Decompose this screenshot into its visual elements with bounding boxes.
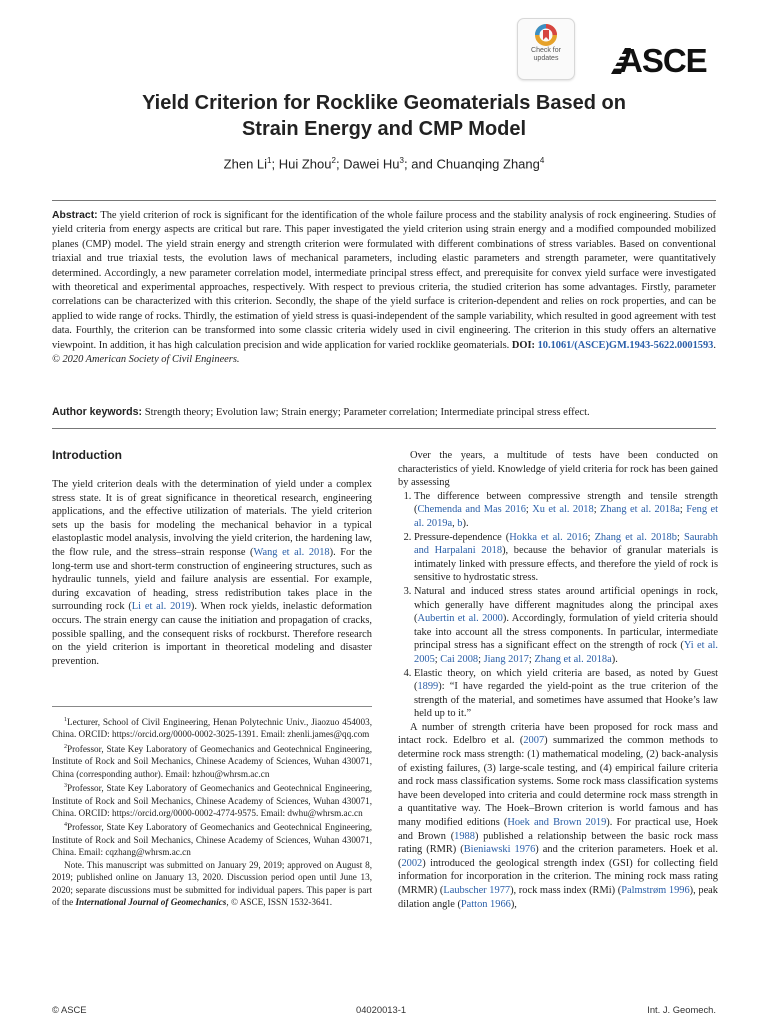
author-list: Zhen Li$^1$; Hui Zhou$^2$; Dawei Hu$^3$; and Chuanqing Zhang$^4$ <box>223 156 545 172</box>
citation-link[interactable]: Cai 2008 <box>440 653 479 665</box>
citation-link[interactable]: b <box>457 517 463 529</box>
author-footnote: $^1$Lecturer, School of Civil Engineering, Henan Polytechnic Univ., Jiaozuo 454003, China. ORCID: https://orcid.org/0000-0002-3025-1391. Email: zhenli.james@qq.com <box>52 717 372 740</box>
citation-link[interactable]: Hoek and Brown 2019 <box>507 817 607 829</box>
footnote-mark: 1 <box>64 717 67 723</box>
citation-link[interactable]: Jiang 2017 <box>483 653 529 665</box>
author-name: Chuanqing Zhang <box>436 156 540 172</box>
citation-link[interactable]: Zhang et al. 2018b <box>594 531 677 543</box>
asce-logo-text: ASCE <box>619 42 707 79</box>
list-item: 2. Pressure-dependence (Hokka et al. 2016; Zhang et al. 2018b; Saurabh and Harpalani 2018), because the behavior of granular materials is intimately linked with pressure effects, and therefore the yield of rock is sensitive to hydrostatic stress. <box>414 531 718 585</box>
citation-link[interactable]: Saurabh and Harpalani 2018 <box>414 531 718 557</box>
keywords-label: Author keywords: <box>52 406 143 418</box>
abstract: Abstract: The yield criterion of rock is significant for the identification of the whole failure process and the stability analysis of rock engineering. Studies of yield criteria from energy aspects are critical but rare. This paper investigated the yield criterion using strain energy and a modified compounded mobilized planes (CMP) model. The yield strain energy and strength criterion were formulated with different combinations of stress variables. Based on conventional triaxial and true triaxial tests, the evolution laws of mechanical parameters, including elastic parameters and strength parameter, were quantitatively determined. Accordingly, a new parameter correlation model, intermediate principal stress effect, and prerequisite for convex yield surface were investigated with theoretical and experimental approaches, respectively. With respect to previous criteria, the studied criterion has some advantages. Firstly, parameter correlations can be characterized with this criterion. Secondly, the shape of the yield surface is criterion-dependent and relies on rock properties, and can be applied to wide range of rocks. Thirdly, the estimation of yield stress is quasi-independent of the sample variability, which resulted in good agreement with test data. Fourthly, the criterion can be transformed into some classic criteria widely used in civil engineering. The criterion in this study offers an alternative viewpoint. In addition, it has high calculation precision and wide application for varied rocklike geomaterials. DOI: 10.1061/(ASCE)GM.1943-5622.0001593. © 2020 American Society of Civil Engineers. <box>52 210 716 366</box>
badge-line-1: Check for <box>531 47 561 54</box>
check-for-updates-badge[interactable] <box>517 18 575 80</box>
citation-link[interactable]: Palmstrøm 1996 <box>621 885 690 896</box>
citation-link[interactable]: Zhang et al. 2018a <box>600 504 680 516</box>
abstract-text: The yield criterion of rock is significant for the identification of the whole failure process and the stability analysis of rock engineering. Studies of yield criteria from energy aspects are critical but rare. This paper investigated the yield criterion using strain energy and a modified compounded mobilized planes (CMP) model. The yield strain energy and strength criterion were formulated with different combinations of stress variables. Based on conventional triaxial and true triaxial tests, the evolution laws of mechanical parameters, including elastic parameters and strength parameter, were quantitatively determined. Accordingly, a new parameter correlation model, intermediate principal stress effect, and prerequisite for convex yield surface were investigated with theoretical and experimental approaches, respectively. With respect to previous criteria, the studied criterion has some advantages. Firstly, parameter correlations can be characterized with this criterion. Secondly, the shape of the yield surface is criterion-dependent and relies on rock properties, and can be applied to wide range of rocks. Thirdly, the estimation of yield stress is quasi-independent of the sample variability, which resulted in good agreement with test data. Fourthly, the criterion can be transformed into some classic criteria widely used in civil engineering. The criterion in this study offers an alternative viewpoint. In addition, it has high calculation precision and wide application for varied rocklike geomaterials. <box>52 210 716 351</box>
abstract-top-rule <box>52 200 716 201</box>
author-affiliation-mark: 2 <box>331 156 336 165</box>
doi-link[interactable]: 10.1061/(ASCE)GM.1943-5622.0001593 <box>537 339 714 351</box>
author-footnote: $^4$Professor, State Key Laboratory of Geomechanics and Geotechnical Engineering, Institute of Rock and Soil Mechanics, Chinese Academy of Sciences, Wuhan 430071, China. Email: cqzhang@whrsm.ac.cn <box>52 822 372 858</box>
citation-link[interactable]: Laubscher 1977 <box>443 885 511 896</box>
intro-paragraph: The yield criterion deals with the determination of yield under a complex stress state. It is of great significance in theoretical research, engineering applications, and the effective utilization of materials. The yield criterion sets up the basis for modeling the mechanical behavior in a typical elastoplastic model analysis, involving the yield criterion, the hardening law, the flow rule, and the stress–strain response (Wang et al. 2018). For the long-term use and short-term construction of engineering structures, such as hydraulic tunnels, yield and failure analysis are essential. For example, during excavation of heading, stress redistribution takes place in the surrounding rock (Li et al. 2019). When rock yields, inelastic deformation occurs. The strain energy can cause the initiation and propagation of cracks, possible spalling, and the consequent risks of rockburst. Therefore research on the yield criterion is important in theoretical modeling and disaster prevention. <box>52 479 372 667</box>
footer-copyright: © ASCE <box>52 1004 87 1015</box>
left-column <box>52 448 372 668</box>
citation-link[interactable]: Yi et al. 2005 <box>414 640 719 665</box>
footnote-mark: 4 <box>64 822 67 829</box>
list-item: 4. Elastic theory, on which yield criteria are based, as noted by Guest (1899): “I have regarded the yield-point as the true criterion of the strength of the material, and sometimes have assumed that Hooke’s law held up to it.” <box>414 667 718 721</box>
footnotes <box>52 706 372 908</box>
list-item: 3. Natural and induced stress states around artificial openings in rock, which generally have different magnitudes along the principal axes (Aubertin et al. 2000). Accordingly, formulation of yield criteria should take into account all the stress components. In particular, intermediate principal stress has a significant effect on the strength of rock (Yi et al. 2005; Cai 2008; Jiang 2017; Zhang et al. 2018a). <box>414 585 718 667</box>
journal-name: International Journal of Geomechanics <box>75 896 227 907</box>
author-name: Hui Zhou <box>278 156 332 172</box>
citation-link[interactable]: Li et al. 2019 <box>131 601 191 613</box>
citation-link[interactable]: Xu et al. 2018 <box>532 504 594 516</box>
author-name: Zhen Li <box>223 156 268 172</box>
title-line-1: Yield Criterion for Rocklike Geomaterials Based on <box>142 92 626 114</box>
manuscript-note: Note. This manuscript was submitted on January 29, 2019; approved on August 8, 2019; published online on January 13, 2020. Discussion period open until June 13, 2020; separate discussions must be submitted for individual papers. This paper is part of the International Journal of Geomechanics, © ASCE, ISSN 1532-3641. <box>52 859 372 907</box>
copyright-notice: © 2020 American Society of Civil Engineers. <box>52 354 240 366</box>
keywords-text: Strength theory; Evolution law; Strain energy; Parameter correlation; Intermediate principal stress effect. <box>144 407 590 418</box>
author-keywords <box>52 405 716 420</box>
author-name: Dawei Hu <box>343 156 400 172</box>
right-paragraph-2: A number of strength criteria have been proposed for rock mass and intact rock. Edelbro et al. (2007) summarized the common methods to determine rock mass strength: (1) mathematical modeling, (2) back-analysis of existing failures, (3) large-scale testing, and (4) empirical failure criteria and rock mass classification systems. Some rock mass classification systems have been developed into criteria and could determine rock mass strength in a quantitative way. The Hoek–Brown criterion is world famous and has many modified editions (Hoek and Brown 2019). For practical use, Hoek and Brown (1988) published a relationship between the basic rock mass rating (RMR) (Bieniawski 1976) and the criterion parameters. Hoek et al. (2002) introduced the geological strength index (GSI) for collecting field information for incorporation in the criterion. The mining rock mass rating (MRMR) (Laubscher 1977), rock mass index (RMi) (Palmstrøm 1996), peak dilation angle (Patton 1966), <box>398 721 718 910</box>
section-heading-introduction: Introduction <box>52 448 122 462</box>
citation-link[interactable]: Bieniawski 1976 <box>463 844 536 856</box>
right-column <box>398 449 718 911</box>
citation-link[interactable]: Chemenda and Mas 2016 <box>417 504 526 516</box>
citation-link[interactable]: Aubertin et al. 2000 <box>417 613 503 625</box>
author-affiliation-mark: 3 <box>399 156 404 165</box>
citation-link[interactable]: Patton 1966 <box>460 898 511 910</box>
citation-link[interactable]: Hokka et al. 2016 <box>509 531 588 543</box>
author-affiliation-mark: 1 <box>267 156 272 165</box>
footer-journal: Int. J. Geomech. <box>647 1004 716 1015</box>
asce-logo <box>611 42 715 80</box>
check-for-updates-icon <box>534 23 558 47</box>
citation-link[interactable]: 1988 <box>454 830 475 842</box>
citation-link[interactable]: 2007 <box>523 735 545 747</box>
author-footnote: $^2$Professor, State Key Laboratory of Geomechanics and Geotechnical Engineering, Institute of Rock and Soil Mechanics, Chinese Academy of Sciences, Wuhan 430071, China (corresponding author). Email: hzhou@whrsm.ac.cn <box>52 743 372 779</box>
citation-link[interactable]: Zhang et al. 2018a <box>534 653 612 665</box>
citation-link[interactable]: 2002 <box>401 857 423 869</box>
paper-title <box>60 90 708 142</box>
author-footnote: $^3$Professor, State Key Laboratory of Geomechanics and Geotechnical Engineering, Institute of Rock and Soil Mechanics, Chinese Academy of Sciences, Wuhan 430071, China. ORCID: https://orcid.org/0000-0002-4774-9575. Email: dwhu@whrsm.ac.cn <box>52 783 372 819</box>
citation-link[interactable]: 1899 <box>417 681 439 693</box>
citation-link[interactable]: Feng et al. 2019a <box>414 504 718 529</box>
author-affiliation-mark: 4 <box>539 156 545 165</box>
list-item: 1. The difference between compressive strength and tensile strength (Chemenda and Mas 2016; Xu et al. 2018; Zhang et al. 2018a; Feng et al. 2019a, b). <box>414 490 718 531</box>
right-paragraph-1: Over the years, a multitude of tests have been conducted on characteristics of yield. Knowledge of yield criteria for rock has been gained by assessing <box>398 450 718 489</box>
title-line-2: Strain Energy and CMP Model <box>241 118 527 140</box>
citation-link[interactable]: Wang et al. 2018 <box>253 546 330 558</box>
footnote-mark: 3 <box>64 783 67 790</box>
doi-label: DOI: <box>511 339 535 351</box>
badge-line-2: updates <box>533 55 559 62</box>
abstract-label: Abstract: <box>52 210 98 221</box>
footnote-mark: 2 <box>64 743 67 750</box>
keywords-bottom-rule <box>52 428 716 429</box>
footer-article-number: 04020013-1 <box>356 1004 407 1015</box>
assessment-list <box>398 490 718 721</box>
